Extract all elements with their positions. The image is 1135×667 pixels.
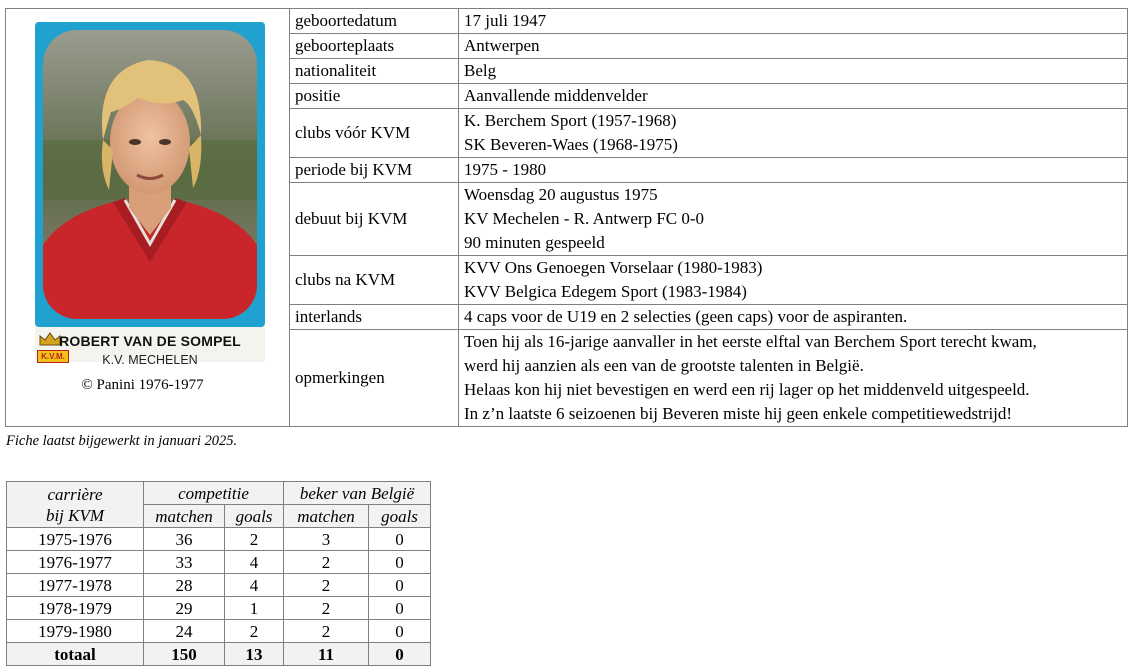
kvm-badge: K.V.M. <box>37 350 69 363</box>
player-profile-table <box>5 8 1128 427</box>
comp-goals-header: goals <box>225 505 284 528</box>
table-row <box>7 597 431 620</box>
cup-matches-header: matchen <box>284 505 369 528</box>
cup-goals-cell: 0 <box>369 551 431 574</box>
clubs-after-line: KVV Belgica Edegem Sport (1983-1984) <box>464 282 747 301</box>
card-player-name: ROBERT VAN DE SOMPEL <box>59 333 241 349</box>
clubs-before-label: clubs vóór KVM <box>290 109 459 158</box>
panini-card <box>35 22 265 367</box>
clubs-before-line: SK Beveren-Waes (1968-1975) <box>464 135 678 154</box>
table-row <box>7 620 431 643</box>
table-row <box>7 528 431 551</box>
cup-goals-cell: 0 <box>369 574 431 597</box>
clubs-before-line: K. Berchem Sport (1957-1968) <box>464 111 677 130</box>
remarks-line: werd hij aanzien als een van de grootste talenten in België. <box>464 356 864 375</box>
total-comp-matches: 150 <box>144 643 225 666</box>
comp-goals-cell: 2 <box>225 620 284 643</box>
debut-value <box>459 183 1128 256</box>
cup-goals-cell: 0 <box>369 528 431 551</box>
cup-group-header: beker van België <box>284 482 431 505</box>
remarks-line: Toen hij als 16-jarige aanvaller in het eerste elftal van Berchem Sport terecht kwam, <box>464 332 1037 351</box>
comp-matches-cell: 33 <box>144 551 225 574</box>
career-header-line: bij KVM <box>45 505 105 525</box>
total-label: totaal <box>7 643 144 666</box>
remarks-line: In z’n laatste 6 seizoenen bij Beveren miste hij geen enkele competitiewedstrijd! <box>464 404 1013 423</box>
debut-line: Woensdag 20 augustus 1975 <box>464 185 658 204</box>
season-cell: 1978-1979 <box>7 597 144 620</box>
internationals-value: 4 caps voor de U19 en 2 selecties (geen caps) voor de aspiranten. <box>459 305 1128 330</box>
cup-matches-cell: 2 <box>284 574 369 597</box>
total-comp-goals: 13 <box>225 643 284 666</box>
cup-matches-cell: 2 <box>284 620 369 643</box>
clubs-after-value <box>459 256 1128 305</box>
debut-line: 90 minuten gespeeld <box>464 233 605 252</box>
table-row <box>7 574 431 597</box>
photo-cell <box>6 9 290 427</box>
card-club-name: K.V. MECHELEN <box>102 353 198 367</box>
clubs-after-line: KVV Ons Genoegen Vorselaar (1980-1983) <box>464 258 763 277</box>
remarks-value <box>459 330 1128 427</box>
clubs-before-value <box>459 109 1128 158</box>
comp-goals-cell: 1 <box>225 597 284 620</box>
debut-label: debuut bij KVM <box>290 183 459 256</box>
clubs-after-label: clubs na KVM <box>290 256 459 305</box>
player-photo <box>43 30 257 319</box>
comp-matches-cell: 36 <box>144 528 225 551</box>
cup-goals-cell: 0 <box>369 597 431 620</box>
season-cell: 1976-1977 <box>7 551 144 574</box>
total-row <box>7 643 431 666</box>
player-portrait-image <box>43 30 257 319</box>
birth-date-value: 17 juli 1947 <box>459 9 1128 34</box>
last-updated-note: Fiche laatst bijgewerkt in januari 2025. <box>6 433 238 449</box>
table-row <box>7 551 431 574</box>
career-stats-table <box>6 481 431 666</box>
position-value: Aanvallende middenvelder <box>459 84 1128 109</box>
position-label: positie <box>290 84 459 109</box>
birth-place-value: Antwerpen <box>459 34 1128 59</box>
comp-goals-cell: 2 <box>225 528 284 551</box>
cup-matches-cell: 2 <box>284 597 369 620</box>
season-cell: 1975-1976 <box>7 528 144 551</box>
total-cup-matches: 11 <box>284 643 369 666</box>
internationals-label: interlands <box>290 305 459 330</box>
season-cell: 1979-1980 <box>7 620 144 643</box>
birth-date-label: geboortedatum <box>290 9 459 34</box>
total-cup-goals: 0 <box>369 643 431 666</box>
card-photo-frame <box>35 22 265 327</box>
cup-goals-header: goals <box>369 505 431 528</box>
birth-place-label: geboorteplaats <box>290 34 459 59</box>
season-cell: 1977-1978 <box>7 574 144 597</box>
comp-goals-cell: 4 <box>225 551 284 574</box>
comp-matches-cell: 24 <box>144 620 225 643</box>
cup-goals-cell: 0 <box>369 620 431 643</box>
remarks-line: Helaas kon hij niet bevestigen en werd een rij lager op het middenveld uitgespeeld. <box>464 380 1030 399</box>
comp-matches-header: matchen <box>144 505 225 528</box>
nationality-value: Belg <box>459 59 1128 84</box>
debut-line: KV Mechelen - R. Antwerp FC 0-0 <box>464 209 705 228</box>
competition-group-header: competitie <box>144 482 284 505</box>
remarks-label: opmerkingen <box>290 330 459 427</box>
comp-goals-cell: 4 <box>225 574 284 597</box>
period-value: 1975 - 1980 <box>459 158 1128 183</box>
comp-matches-cell: 28 <box>144 574 225 597</box>
nationality-label: nationaliteit <box>290 59 459 84</box>
comp-matches-cell: 29 <box>144 597 225 620</box>
cup-matches-cell: 3 <box>284 528 369 551</box>
period-label: periode bij KVM <box>290 158 459 183</box>
copyright-caption: © Panini 1976-1977 <box>81 377 204 393</box>
career-header-line: carrière <box>47 484 103 504</box>
cup-matches-cell: 2 <box>284 551 369 574</box>
career-header <box>7 482 144 528</box>
